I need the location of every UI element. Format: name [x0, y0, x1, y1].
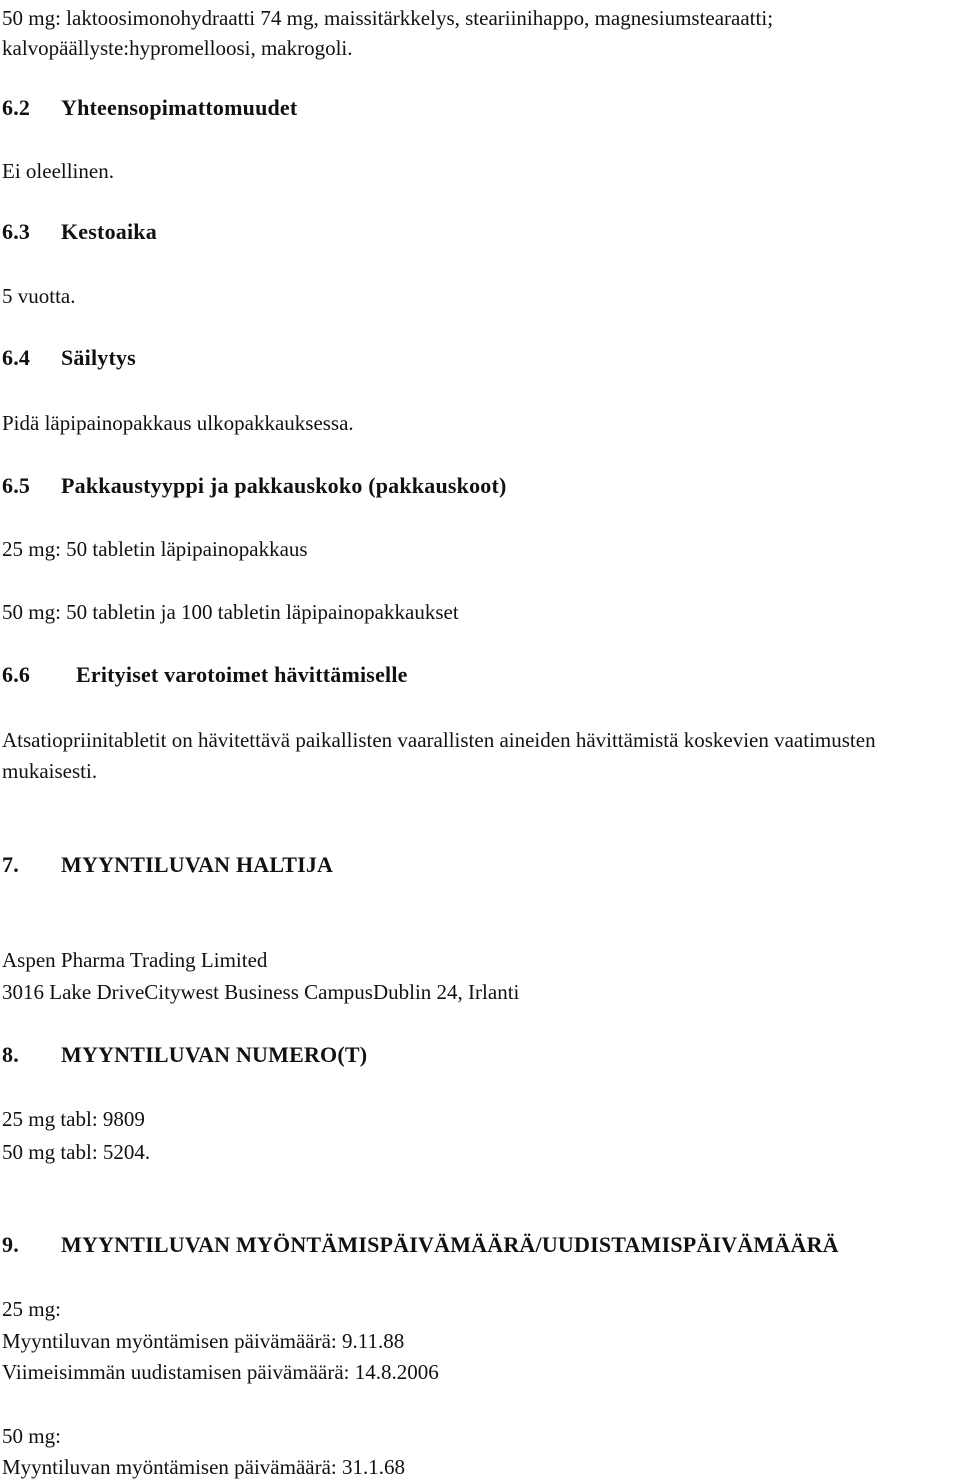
section-title: MYYNTILUVAN NUMERO(T)	[61, 1042, 368, 1067]
dates-25mg-granted: Myyntiluvan myöntämisen päivämäärä: 9.11.88	[2, 1329, 405, 1353]
section-title: MYYNTILUVAN MYÖNTÄMISPÄIVÄMÄÄRÄ/UUDISTAMISPÄIVÄMÄÄRÄ	[61, 1232, 839, 1257]
section-title: Pakkaustyyppi ja pakkauskoko (pakkauskoot)	[61, 473, 507, 498]
dates-25mg-label: 25 mg:	[2, 1297, 61, 1321]
section-6-2-text: Ei oleellinen.	[2, 159, 114, 183]
dates-50mg-granted: Myyntiluvan myöntämisen päivämäärä: 31.1.68	[2, 1455, 405, 1479]
section-title: Yhteensopimattomuudet	[61, 95, 298, 120]
section-number: 9.	[2, 1232, 19, 1257]
section-8-heading	[2, 1042, 367, 1068]
section-6-6-line-1: Atsatiopriinitabletit on hävitettävä paikallisten vaarallisten aineiden hävittämistä koskevien vaatimusten	[2, 728, 876, 752]
section-6-5-line-2: 50 mg: 50 tabletin ja 100 tabletin läpipainopakkaukset	[2, 600, 459, 624]
section-title: Kestoaika	[61, 219, 157, 244]
section-number: 6.5	[2, 473, 31, 498]
section-number: 7.	[2, 852, 19, 877]
section-6-3-text: 5 vuotta.	[2, 284, 76, 308]
dates-25mg-renewed: Viimeisimmän uudistamisen päivämäärä: 14.8.2006	[2, 1360, 439, 1384]
license-number-50mg: 50 mg tabl: 5204.	[2, 1140, 151, 1164]
section-6-6-line-2: mukaisesti.	[2, 759, 98, 783]
section-7-heading	[2, 852, 333, 878]
section-title: MYYNTILUVAN HALTIJA	[61, 852, 334, 877]
section-number: 6.6	[2, 662, 31, 687]
holder-address: 3016 Lake DriveCitywest Business CampusDublin 24, Irlanti	[2, 980, 520, 1004]
section-title: Erityiset varotoimet hävittämiselle	[76, 662, 408, 687]
section-number: 6.2	[2, 95, 31, 120]
section-number: 8.	[2, 1042, 19, 1067]
section-number: 6.4	[2, 345, 31, 370]
section-6-5-heading	[2, 473, 507, 499]
license-number-25mg: 25 mg tabl: 9809	[2, 1107, 145, 1131]
section-6-3-heading	[2, 219, 157, 245]
section-6-4-heading	[2, 345, 136, 371]
holder-name: Aspen Pharma Trading Limited	[2, 948, 268, 972]
section-6-4-text: Pidä läpipainopakkaus ulkopakkauksessa.	[2, 411, 354, 435]
section-6-5-line-1: 25 mg: 50 tabletin läpipainopakkaus	[2, 537, 308, 561]
section-6-2-heading	[2, 95, 297, 121]
composition-line-1: 50 mg: laktoosimonohydraatti 74 mg, maissitärkkelys, steariinihappo, magnesiumstearaatti;	[2, 6, 774, 30]
section-number: 6.3	[2, 219, 31, 244]
dates-50mg-label: 50 mg:	[2, 1424, 61, 1448]
section-6-6-heading	[2, 662, 408, 688]
section-title: Säilytys	[61, 345, 136, 370]
section-9-heading	[2, 1232, 839, 1258]
composition-line-2: kalvopäällyste:hypromelloosi, makrogoli.	[2, 36, 353, 60]
